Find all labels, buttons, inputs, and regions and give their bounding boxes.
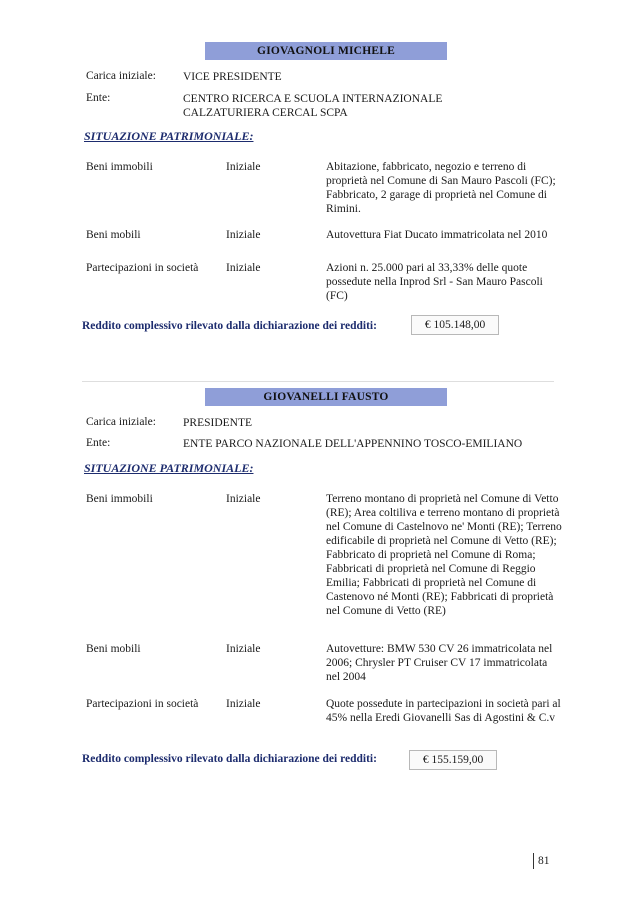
asset-description: Azioni n. 25.000 pari al 33,33% delle quote possedute nella Inprod Srl - San Mauro Pascoli (FC) <box>326 262 543 302</box>
asset-status: Iniziale <box>226 161 261 173</box>
asset-category: Partecipazioni in società <box>86 262 199 274</box>
asset-description: Quote possedute in partecipazioni in società pari al 45% nella Eredi Giovanelli Sas di Agostini & C.v <box>326 698 561 724</box>
asset-description: Autovettura Fiat Ducato immatricolata nel 2010 <box>326 229 548 241</box>
ente-label: Ente: <box>86 92 111 104</box>
situazione-patrimoniale-title: SITUAZIONE PATRIMONIALE: <box>84 129 254 143</box>
carica-value: VICE PRESIDENTE <box>183 71 282 83</box>
ente-label: Ente: <box>86 437 111 449</box>
asset-category: Beni immobili <box>86 161 153 173</box>
person-name-header: GIOVANELLI FAUSTO <box>205 388 447 406</box>
income-value-box <box>411 315 499 335</box>
page-number: 81 <box>533 853 550 869</box>
income-value: € 105.148,00 <box>424 319 486 331</box>
carica-label: Carica iniziale: <box>86 70 156 82</box>
asset-category: Beni immobili <box>86 493 153 505</box>
income-label: Reddito complessivo rilevato dalla dichiarazione dei redditi: <box>82 320 377 332</box>
asset-status: Iniziale <box>226 229 261 241</box>
section-divider <box>82 381 554 382</box>
asset-category: Beni mobili <box>86 229 141 241</box>
asset-status: Iniziale <box>226 262 261 274</box>
asset-status: Iniziale <box>226 643 261 655</box>
asset-description: Abitazione, fabbricato, negozio e terreno di proprietà nel Comune di San Mauro Pascoli (FC); Fabbricato, 2 garage di proprietà nel Comune di Rimini. <box>326 161 556 215</box>
asset-status: Iniziale <box>226 698 261 710</box>
asset-description: Terreno montano di proprietà nel Comune di Vetto (RE); Area coltiliva e terreno montano di proprietà nel Comune di Castelnovo ne' Monti (RE); Terreno edificabile di proprietà nel Comune di Vetto (RE); Fabbricato di proprietà nel Comune di Roma; Fabbricati di proprietà nel Comune di Reggio Emilia; Fabbricati di proprietà nel Comune di Castenovo né Monti (RE); Fabbricati di proprietà nel Comune di Vetto (RE) <box>326 493 562 617</box>
situazione-patrimoniale-title: SITUAZIONE PATRIMONIALE: <box>84 461 254 475</box>
asset-category: Partecipazioni in società <box>86 698 199 710</box>
income-label: Reddito complessivo rilevato dalla dichiarazione dei redditi: <box>82 753 377 765</box>
income-value-box <box>409 750 497 770</box>
ente-value: ENTE PARCO NAZIONALE DELL'APPENNINO TOSCO-EMILIANO <box>183 438 523 450</box>
carica-value: PRESIDENTE <box>183 417 252 429</box>
income-value: € 155.159,00 <box>422 754 484 766</box>
ente-value: CENTRO RICERCA E SCUOLA INTERNAZIONALE CALZATURIERA CERCAL SCPA <box>183 93 443 119</box>
asset-status: Iniziale <box>226 493 261 505</box>
asset-category: Beni mobili <box>86 643 141 655</box>
carica-label: Carica iniziale: <box>86 416 156 428</box>
person-name-header: GIOVAGNOLI MICHELE <box>205 42 447 60</box>
asset-description: Autovetture: BMW 530 CV 26 immatricolata nel 2006; Chrysler PT Cruiser CV 17 immatricolata nel 2004 <box>326 643 553 683</box>
